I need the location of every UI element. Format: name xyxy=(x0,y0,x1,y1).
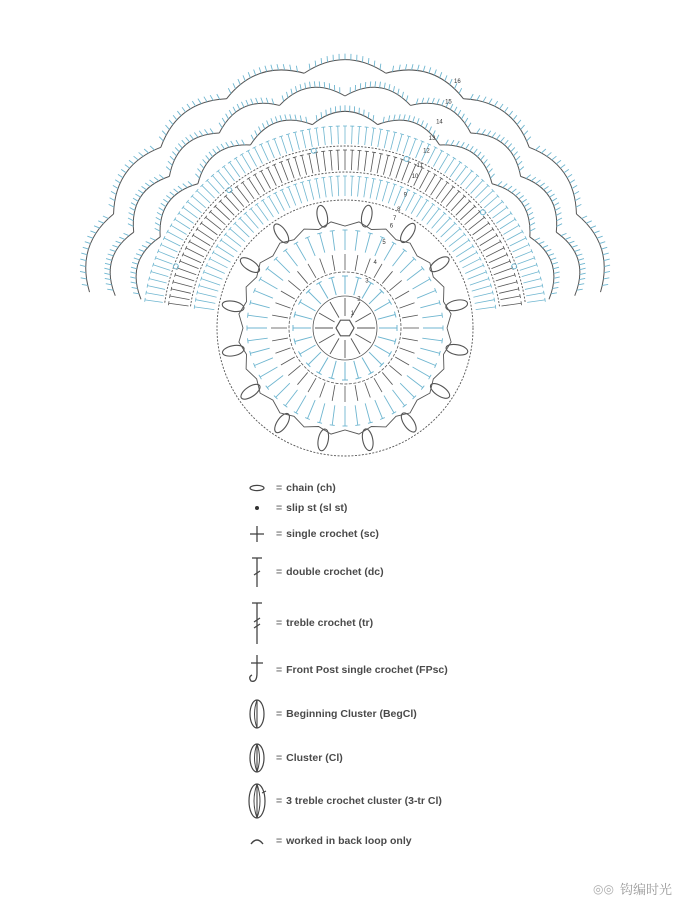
round-label: 6 xyxy=(389,223,394,230)
round-label: 8 xyxy=(397,207,401,214)
back-loop-icon xyxy=(238,826,276,856)
round-label: 13 xyxy=(428,135,436,142)
round-label: 12 xyxy=(423,148,430,155)
watermark xyxy=(593,879,672,898)
legend-item-treble-crochet: = treble crochet (tr) xyxy=(238,598,373,648)
double-crochet-icon xyxy=(238,552,276,592)
round-label: 14 xyxy=(436,119,443,126)
legend-item-3tr-cluster: = 3 treble crochet cluster (3-tr Cl) xyxy=(238,780,442,822)
round-label: 16 xyxy=(454,79,461,86)
legend-item-cluster: = Cluster (Cl) xyxy=(238,738,343,778)
round-label: 9 xyxy=(403,192,407,199)
round-label: 10 xyxy=(411,174,419,181)
round-label: 15 xyxy=(445,99,452,106)
round-label: 2 xyxy=(357,296,361,303)
wechat-icon: ◎◎ xyxy=(593,881,614,896)
legend-item-fpsc: = Front Post single crochet (FPsc) xyxy=(238,650,448,690)
round-label: 3 xyxy=(365,278,369,285)
watermark-text: 钩编时光 xyxy=(619,882,672,897)
legend-item-slip-stitch: = slip st (sl st) xyxy=(238,488,347,528)
single-crochet-icon xyxy=(238,514,276,554)
front-post-single-crochet-icon xyxy=(238,650,276,690)
legend-item-double-crochet: = double crochet (dc) xyxy=(238,552,384,592)
round-label: 7 xyxy=(393,216,397,223)
treble-cluster-icon xyxy=(238,780,276,822)
legend-item-single-crochet: = single crochet (sc) xyxy=(238,514,379,554)
legend-item-begcl: = Beginning Cluster (BegCl) xyxy=(238,694,417,734)
cluster-icon xyxy=(238,738,276,778)
legend-item-chain: = chain (ch) xyxy=(238,468,336,508)
round-label: 5 xyxy=(382,240,386,246)
beginning-cluster-icon xyxy=(238,694,276,734)
round-label: 11 xyxy=(416,163,423,170)
treble-crochet-icon xyxy=(238,598,276,648)
legend-item-back-loop: = worked in back loop only xyxy=(238,826,412,856)
round-label: 1 xyxy=(350,311,355,318)
round-label: 4 xyxy=(373,260,377,267)
